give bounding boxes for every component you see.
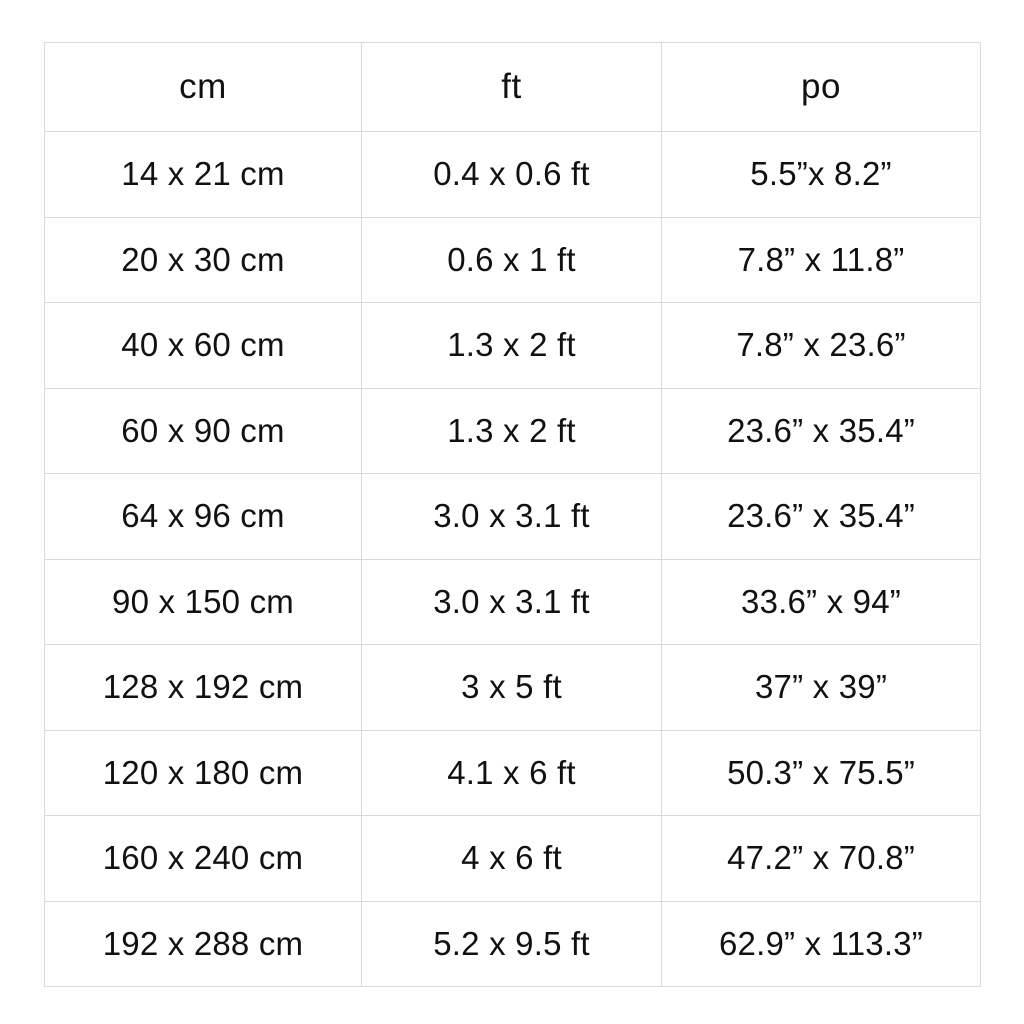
cell-cm: 160 x 240 cm <box>45 816 362 902</box>
cell-cm: 64 x 96 cm <box>45 474 362 560</box>
table-body <box>45 132 981 987</box>
cell-ft: 4.1 x 6 ft <box>362 730 662 816</box>
table-row <box>45 217 981 303</box>
cell-cm: 40 x 60 cm <box>45 303 362 389</box>
table-header <box>45 43 981 132</box>
table-row <box>45 730 981 816</box>
cell-ft: 3 x 5 ft <box>362 645 662 731</box>
cell-ft: 1.3 x 2 ft <box>362 303 662 389</box>
cell-po: 50.3” x 75.5” <box>662 730 981 816</box>
cell-cm: 14 x 21 cm <box>45 132 362 218</box>
cell-po: 37” x 39” <box>662 645 981 731</box>
table-row <box>45 816 981 902</box>
table-row <box>45 645 981 731</box>
table-header-row <box>45 43 981 132</box>
cell-ft: 4 x 6 ft <box>362 816 662 902</box>
cell-cm: 20 x 30 cm <box>45 217 362 303</box>
cell-po: 62.9” x 113.3” <box>662 901 981 987</box>
table-row <box>45 901 981 987</box>
cell-po: 33.6” x 94” <box>662 559 981 645</box>
cell-ft: 1.3 x 2 ft <box>362 388 662 474</box>
size-conversion-sheet <box>44 42 980 978</box>
size-conversion-table <box>44 42 981 987</box>
cell-po: 5.5”x 8.2” <box>662 132 981 218</box>
cell-ft: 3.0 x 3.1 ft <box>362 559 662 645</box>
column-header-po: po <box>662 43 981 132</box>
cell-cm: 90 x 150 cm <box>45 559 362 645</box>
table-row <box>45 559 981 645</box>
cell-cm: 60 x 90 cm <box>45 388 362 474</box>
column-header-ft: ft <box>362 43 662 132</box>
cell-po: 23.6” x 35.4” <box>662 388 981 474</box>
cell-cm: 128 x 192 cm <box>45 645 362 731</box>
cell-po: 7.8” x 11.8” <box>662 217 981 303</box>
table-row <box>45 474 981 560</box>
cell-ft: 0.6 x 1 ft <box>362 217 662 303</box>
cell-po: 47.2” x 70.8” <box>662 816 981 902</box>
cell-po: 7.8” x 23.6” <box>662 303 981 389</box>
cell-cm: 120 x 180 cm <box>45 730 362 816</box>
table-row <box>45 132 981 218</box>
cell-ft: 0.4 x 0.6 ft <box>362 132 662 218</box>
cell-cm: 192 x 288 cm <box>45 901 362 987</box>
cell-po: 23.6” x 35.4” <box>662 474 981 560</box>
cell-ft: 3.0 x 3.1 ft <box>362 474 662 560</box>
table-row <box>45 388 981 474</box>
table-row <box>45 303 981 389</box>
column-header-cm: cm <box>45 43 362 132</box>
cell-ft: 5.2 x 9.5 ft <box>362 901 662 987</box>
